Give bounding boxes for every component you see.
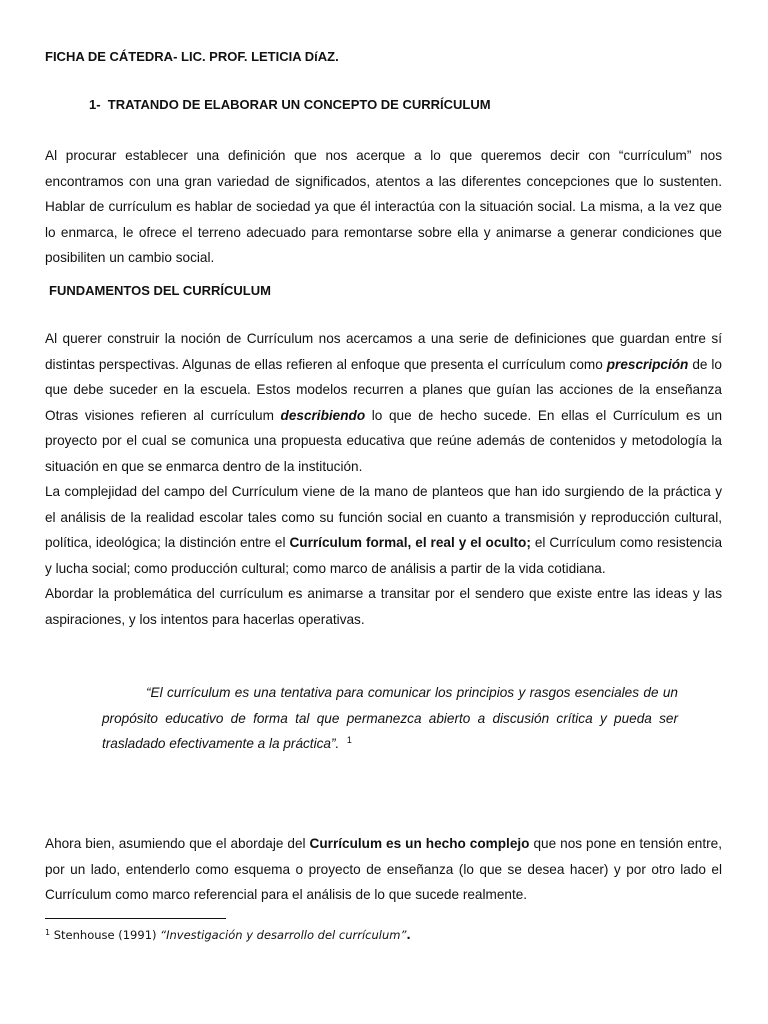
block-quote (102, 680, 678, 757)
section-1-title: TRATANDO DE ELABORAR UN CONCEPTO DE CURRÍCULUM (107, 97, 491, 112)
section-2-heading (49, 283, 271, 299)
header-title: FICHA DE CÁTEDRA- LIC. PROF. LETICIA DíAZ. (45, 49, 339, 64)
section-1-number: 1- (89, 97, 101, 112)
section-1-heading (89, 97, 491, 113)
footnote: $^1$ Stenhouse (1991) “Investigación y desarrollo del currículum”. (45, 928, 411, 942)
footnote-separator (45, 918, 226, 919)
fundamentos-paragraph-1: Al querer construir la noción de Currículum nos acercamos a una serie de definiciones que guardan entre sí distintas perspectivas. Algunas de ellas refieren al enfoque que presenta el currículum como prescripción de lo que debe suceder en la escuela. Estos modelos recurren a planes que guían las acciones de la enseñanza Otras visiones refieren al currículum describiendo lo que de hecho sucede. En ellas el Currículum es un proyecto por el cual se comunica una propuesta educativa que reúne además de contenidos y metodología la situación en que se enmarca dentro de la institución. (45, 331, 723, 474)
document-header (45, 49, 339, 65)
quote-text: “El currículum es una tentativa para comunicar los principios y rasgos esenciales de un propósito educativo de forma tal que permanezca abierto a discusión crítica y pueda ser trasladado efectivamente a la práctica”. (102, 685, 678, 751)
fundamentos-body (45, 326, 722, 632)
footnote-work: “Investigación y desarrollo del currículum” (160, 928, 407, 942)
emphasis-hecho-complejo: Currículum es un hecho complejo (309, 836, 530, 851)
intro-paragraph: Al procurar establecer una definición que nos acerque a lo que queremos decir con “currículum” nos encontramos con una gran variedad de significados, atentos a las diferentes concepciones que lo sustenten. Hablar de currículum es hablar de sociedad ya que él interactúa con la situación social. La misma, a la vez que lo enmarca, le ofrece el terreno adecuado para remontarse sobre ella y animarse a generar condiciones que posibiliten un cambio social. (45, 148, 722, 265)
footnote-reference: 1 (346, 735, 352, 745)
emphasis-describiendo: describiendo (280, 407, 366, 423)
fundamentos-paragraph-3: Abordar la problemática del currículum es animarse a transitar por el sendero que existe entre las ideas y las aspiraciones, y los intentos para hacerlas operativas. (45, 586, 722, 627)
fundamentos-paragraph-2: La complejidad del campo del Currículum viene de la mano de planteos que han ido surgiendo de la práctica y el análisis de la realidad escolar tales como su función social en cuanto a transmisión y reproducción cultural, política, ideológica; la distinción entre el Currículum formal, el real y el oculto; el Currículum como resistencia y lucha social; como producción cultural; como marco de análisis a partir de la vida cotidiana. (45, 484, 723, 576)
emphasis-prescripcion: prescripción (606, 356, 689, 372)
closing-paragraph: Ahora bien, asumiendo que el abordaje del Currículum es un hecho complejo que nos pone en tensión entre, por un lado, entenderlo como esquema o proyecto de enseñanza (lo que se desea hacer) y por otro lado el Currículum como marco referencial para el análisis de lo que sucede realmente. (45, 836, 722, 902)
section-2-title: FUNDAMENTOS DEL CURRÍCULUM (49, 283, 271, 298)
footnote-author: Stenhouse (1991) (50, 928, 161, 942)
footnote-mark: 1 (45, 928, 51, 937)
emphasis-curriculum-types: Currículum formal, el real y el oculto; (289, 535, 531, 550)
